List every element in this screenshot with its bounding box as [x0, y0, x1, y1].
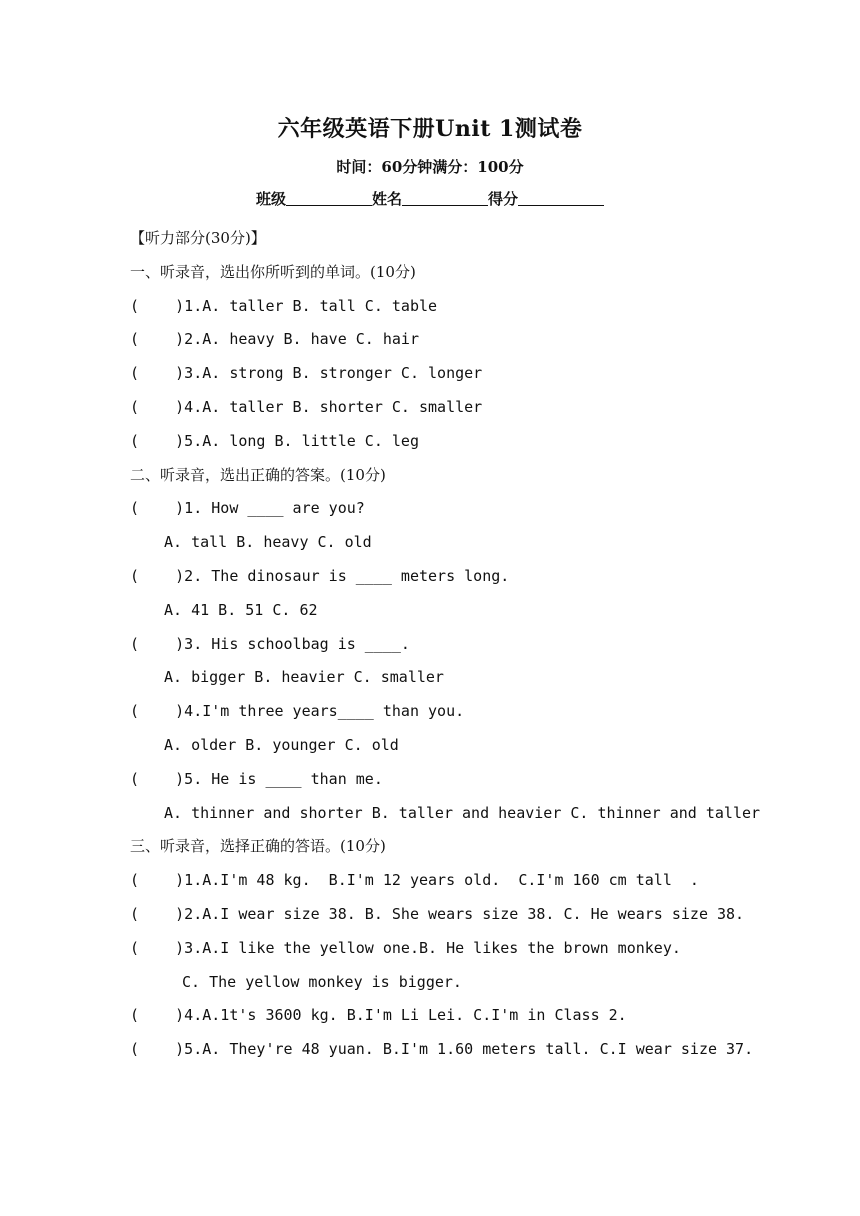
answer-options: A. bigger B. heavier C. smaller	[164, 668, 444, 687]
question-line: ( )2.A. heavy B. have C. hair	[130, 330, 419, 349]
question-line: ( )3.A.I like the yellow one.B. He likes the brown monkey.	[130, 938, 681, 957]
answer-options: A. older B. younger C. old	[164, 735, 399, 754]
question-line: ( )3.A. strong B. stronger C. longer	[130, 364, 483, 383]
question-line: ( )2. The dinosaur is ____ meters long.	[130, 566, 510, 585]
question-line: ( )4.A.1t's 3600 kg. B.I'm Li Lei. C.I'm in Class 2.	[130, 1006, 627, 1025]
question-line: ( )4.I'm three years____ than you.	[130, 702, 465, 721]
score-label: 得分	[488, 190, 519, 208]
question-line: ( )1.A. taller B. tall C. table	[130, 296, 438, 315]
question-line: ( )5.A. long B. little C. leg	[130, 431, 419, 450]
question-body	[130, 222, 830, 1067]
question-line: ( )1. How ____ are you?	[130, 499, 365, 518]
student-info-line	[0, 188, 860, 209]
question-line: ( )3. His schoolbag is ____.	[130, 634, 410, 653]
name-label: 姓名	[371, 190, 402, 208]
answer-options: A. 41 B. 51 C. 62	[164, 600, 318, 619]
section-heading: 二、听录音，选出正确的答案。(10分)	[130, 465, 386, 484]
answer-options: A. tall B. heavy C. old	[164, 533, 372, 552]
question-line: ( )1.A.I'm 48 kg. B.I'm 12 years old. C.I'm 160 cm tall .	[130, 871, 699, 890]
time-info: 时间：60分钟满分：100分	[336, 158, 524, 176]
section-heading: 【听力部分(30分)】	[130, 229, 266, 247]
name-blank[interactable]	[402, 191, 488, 206]
answer-options: C. The yellow monkey is bigger.	[182, 972, 462, 991]
score-blank[interactable]	[518, 191, 604, 206]
answer-options: A. thinner and shorter B. taller and heavier C. thinner and taller	[164, 803, 761, 822]
question-line: ( )2.A.I wear size 38. B. She wears size 38. C. He wears size 38.	[130, 904, 745, 923]
class-label: 班级	[255, 190, 286, 208]
section-heading: 一、听录音，选出你所听到的单词。(10分)	[130, 262, 416, 281]
section-heading: 三、听录音，选择正确的答语。(10分)	[130, 837, 386, 856]
class-blank[interactable]	[286, 191, 372, 206]
question-line: ( )4.A. taller B. shorter C. smaller	[130, 397, 483, 416]
question-line: ( )5.A. They're 48 yuan. B.I'm 1.60 meters tall. C.I wear size 37.	[130, 1040, 754, 1059]
question-line: ( )5. He is ____ than me.	[130, 769, 383, 788]
page-title: 六年级英语下册Unit 1测试卷	[277, 116, 583, 142]
